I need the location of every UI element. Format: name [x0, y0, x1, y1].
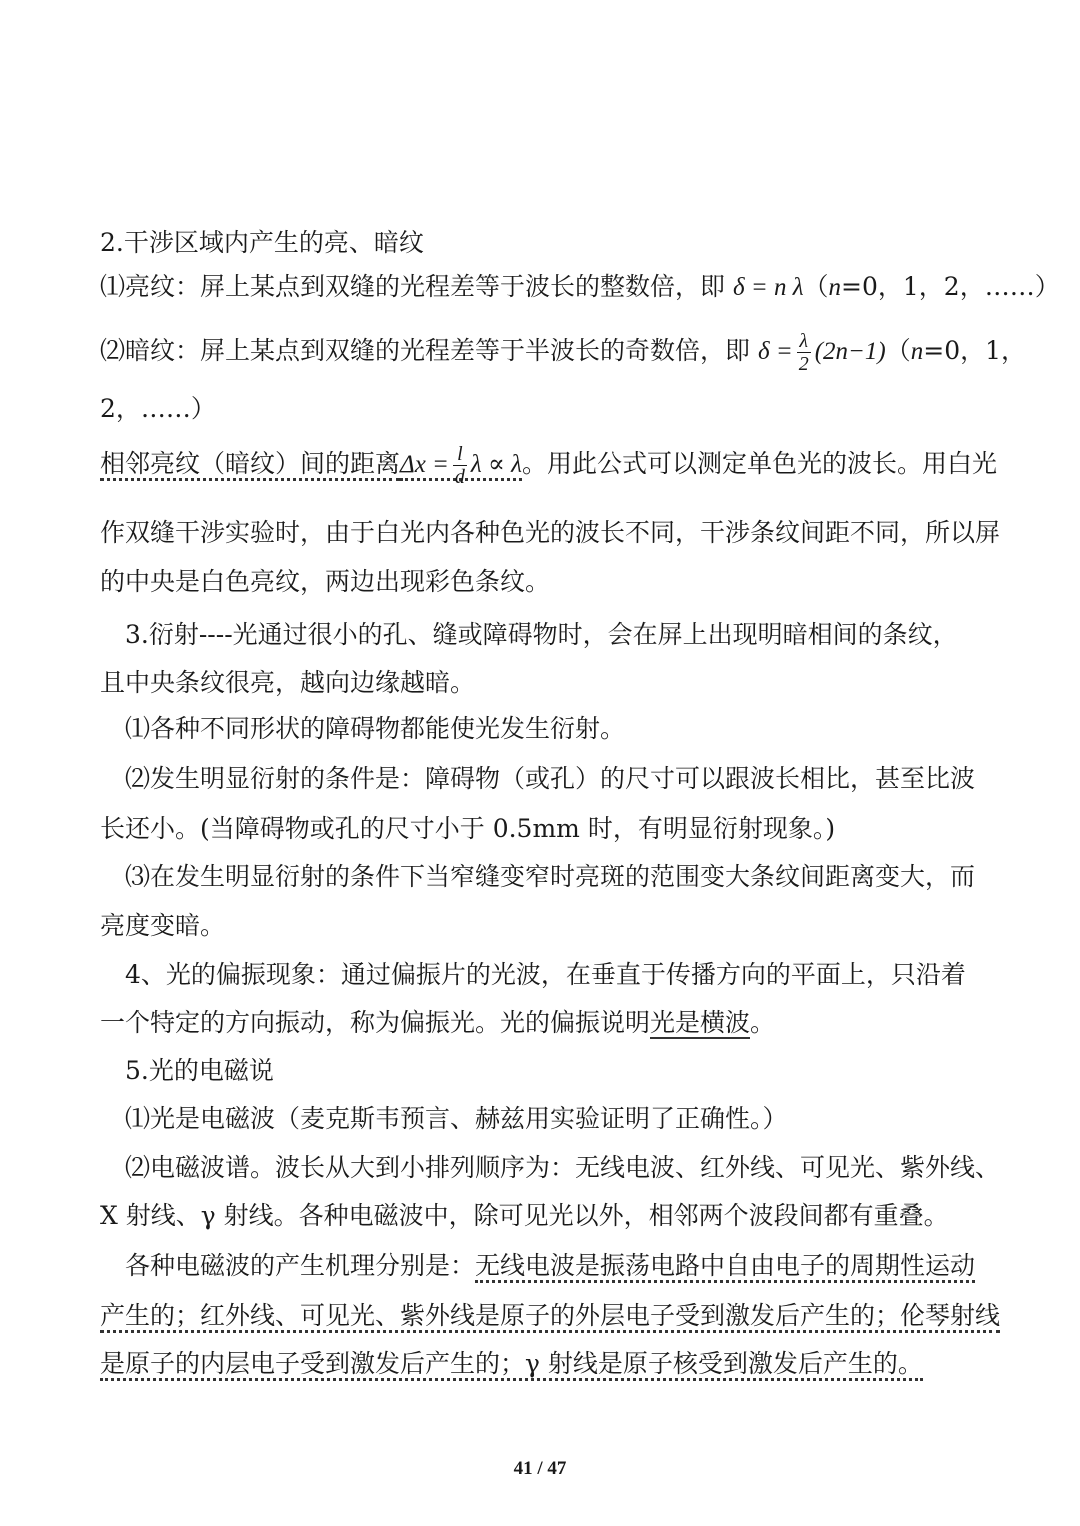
fraction-l-over-d [453, 443, 467, 488]
text: =0，1， [923, 336, 1027, 365]
bright-fringe-line [100, 270, 1080, 305]
text: 各种电磁波的产生机理分别是： [100, 1251, 476, 1280]
page-number: 41 / 47 [513, 1458, 567, 1479]
heading-electromagnetic: 5.光的电磁说 [100, 1056, 274, 1085]
dark-fringe-continued: 2，……） [100, 394, 216, 423]
diffraction-point-3: ⑶在发生明显衍射的条件下当窄缝变窄时亮斑的范围变大条纹间距离变大，而 [100, 862, 976, 891]
dark-fringe-line [100, 330, 1080, 375]
formula-spacing [400, 443, 522, 488]
paragraph-line: 且中央条纹很亮，越向边缘越暗。 [100, 668, 476, 697]
heading-interference-fringes: 2.干涉区域内产生的亮、暗纹 [100, 228, 424, 257]
denominator: 2 [798, 353, 809, 375]
fraction-lambda-over-2 [797, 330, 811, 375]
paragraph-line: 的中央是白色亮纹，两边出现彩色条纹。 [100, 567, 551, 596]
dotted-underlined-text: 产生的；红外线、可见光、紫外线是原子的外层电子受到激发后产生的；伦琴射线 [100, 1301, 1000, 1333]
formula-paren: (2n−1) [814, 338, 886, 365]
formula-bright: δ = n λ [732, 274, 804, 301]
text: 一个特定的方向振动，称为偏振光。光的偏振说明 [100, 1008, 651, 1037]
heading-diffraction: 3.衍射----光通过很小的孔、缝或障碍物时，会在屏上出现明暗相间的条纹， [100, 620, 958, 649]
text: （ [803, 272, 829, 301]
paragraph-line: X 射线、γ 射线。各种电磁波中，除可见光以外，相邻两个波段间都有重叠。 [100, 1201, 949, 1230]
var-n: n [910, 338, 924, 365]
formula-dx: Δx = [400, 451, 449, 478]
paragraph-line: 亮度变暗。 [100, 911, 226, 940]
paragraph-line: 作双缝干涉实验时，由于白光内各种色光的波长不同，干涉条纹间距不同，所以屏 [100, 518, 1001, 547]
fringe-spacing-line [100, 443, 1080, 488]
text: 。用此公式可以测定单色光的波长。用白光 [521, 449, 997, 478]
text: ⑵暗纹：屏上某点到双缝的光程差等于半波长的奇数倍，即 [100, 336, 758, 365]
dotted-underlined-text: 无线电波是振荡电路中自由电子的周期性运动 [475, 1251, 975, 1283]
underlined-text: 光是横波 [650, 1008, 751, 1037]
em-mechanism-line [100, 1249, 1080, 1283]
numerator: λ [797, 330, 811, 353]
text: 。 [750, 1008, 776, 1037]
text: =0，1，2，……） [841, 272, 1060, 301]
polarization-line [100, 1006, 1080, 1040]
denominator: d [454, 466, 465, 488]
diffraction-point-2: ⑵发生明显衍射的条件是：障碍物（或孔）的尺寸可以跟波长相比，甚至比波 [100, 764, 976, 793]
em-point-2: ⑵电磁波谱。波长从大到小排列顺序为：无线电波、红外线、可见光、紫外线、 [100, 1153, 1001, 1182]
dotted-underlined-text: 相邻亮纹（暗纹）间的距离 [100, 449, 400, 481]
text: （ [885, 336, 911, 365]
heading-polarization: 4、光的偏振现象：通过偏振片的光波，在垂直于传播方向的平面上，只沿着 [100, 960, 966, 989]
em-mechanism-line [100, 1299, 1080, 1333]
formula-proportional: λ ∝ λ [470, 451, 522, 478]
em-mechanism-line [100, 1347, 1080, 1381]
dotted-underlined-text: 是原子的内层电子受到激发后产生的；γ 射线是原子核受到激发后产生的。 [100, 1349, 923, 1381]
text: ⑴亮纹：屏上某点到双缝的光程差等于波长的整数倍，即 [100, 272, 733, 301]
numerator: l [453, 443, 467, 466]
paragraph-line: 长还小。(当障碍物或孔的尺寸小于 0.5mm 时，有明显衍射现象。) [100, 814, 836, 843]
formula-delta: δ = [757, 338, 793, 365]
diffraction-point-1: ⑴各种不同形状的障碍物都能使光发生衍射。 [100, 714, 626, 743]
var-n: n [828, 274, 842, 301]
em-point-1: ⑴光是电磁波（麦克斯韦预言、赫兹用实验证明了正确性。） [100, 1104, 788, 1133]
